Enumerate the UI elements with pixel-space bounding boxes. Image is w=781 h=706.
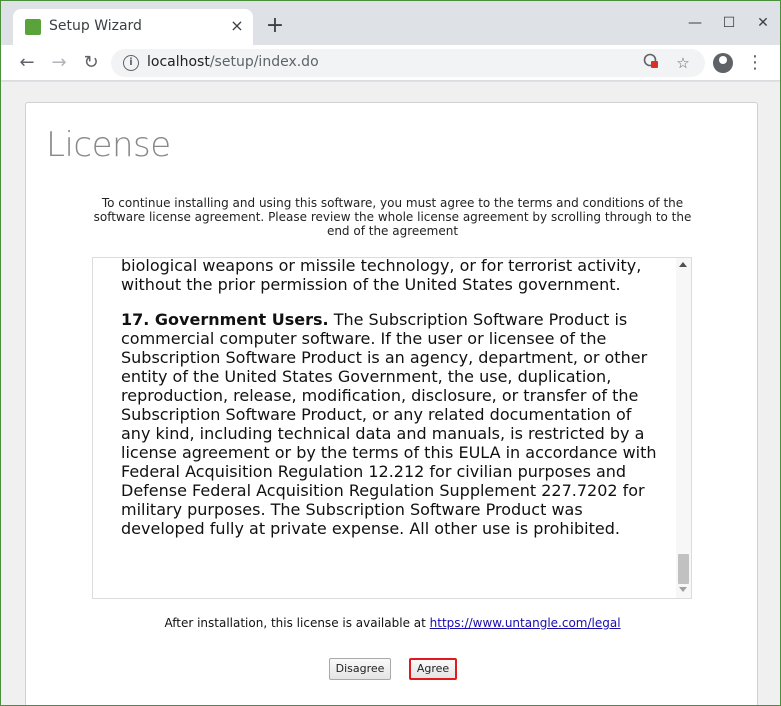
license-scrollbar[interactable] [676, 258, 691, 598]
bookmark-star-icon[interactable]: ☆ [676, 54, 690, 72]
back-icon[interactable]: ← [19, 52, 35, 73]
untangle-favicon-icon [25, 19, 41, 35]
blocked-content-icon[interactable] [641, 53, 661, 73]
license-instructions: To continue installing and using this software, you must agree to the terms and conditions of the software license agreement. Please review the whole license agreement by scrolling through to the end of the agreement [93, 196, 692, 238]
section-heading: 17. Government Users. [121, 310, 329, 329]
setup-panel [25, 102, 758, 705]
tab-setup-wizard[interactable] [13, 9, 253, 45]
license-paragraph-previous: biological weapons or missile technology, or for terrorist activity, without the prior permission of the United States government. [121, 257, 642, 294]
legal-link[interactable]: https://www.untangle.com/legal [429, 616, 621, 630]
disagree-button[interactable]: Disagree [329, 658, 391, 680]
new-tab-button[interactable]: + [265, 13, 285, 38]
close-window-icon[interactable]: ✕ [757, 15, 769, 31]
section-body: The Subscription Software Product is commercial computer software. If the user or licensee of the Subscription Software Product is an agency, department, or other entity of the United States Government, the use, duplication, reproduction, release, modification, disclosure, or transfer of the Subscription Software Product, or any related documentation of any kind, including technical data and manuals, is restricted by a license agreement or by the terms of this EULA in accordance with Federal Acquisition Regulation 12.212 for civilian purposes and Defense Federal Acquisition Regulation Supplement 227.7202 for military purposes. The Subscription Software Product was developed fully at private expense. All other use is prohibited. [121, 310, 657, 538]
url-path: /setup/index.do [209, 54, 319, 70]
tab-title: Setup Wizard [49, 18, 142, 34]
site-info-icon[interactable]: i [123, 55, 139, 71]
minimize-icon[interactable]: — [688, 15, 702, 31]
tab-close-icon[interactable]: × [230, 16, 244, 35]
tab-strip [1, 1, 780, 45]
scroll-down-arrow-icon[interactable] [679, 587, 687, 592]
url-host: localhost [147, 54, 210, 70]
license-scroll-box[interactable] [92, 257, 692, 599]
license-text [121, 257, 661, 554]
address-bar[interactable] [111, 49, 705, 77]
url-text[interactable] [147, 54, 319, 70]
license-location-note [26, 616, 759, 630]
scroll-up-arrow-icon[interactable] [679, 262, 687, 267]
reload-icon[interactable]: ↻ [83, 52, 99, 73]
browser-toolbar [1, 45, 780, 81]
maximize-icon[interactable]: ☐ [722, 15, 736, 31]
page-title: License [46, 125, 171, 165]
browser-menu-icon[interactable]: ⋮ [746, 52, 764, 73]
agree-button[interactable]: Agree [409, 658, 457, 680]
forward-icon[interactable]: → [51, 52, 67, 73]
scroll-thumb[interactable] [678, 554, 689, 584]
license-location-text: After installation, this license is available at [164, 616, 426, 630]
license-paragraph-government-users [121, 310, 661, 538]
profile-avatar-icon[interactable] [713, 53, 733, 73]
page-viewport [1, 82, 780, 705]
